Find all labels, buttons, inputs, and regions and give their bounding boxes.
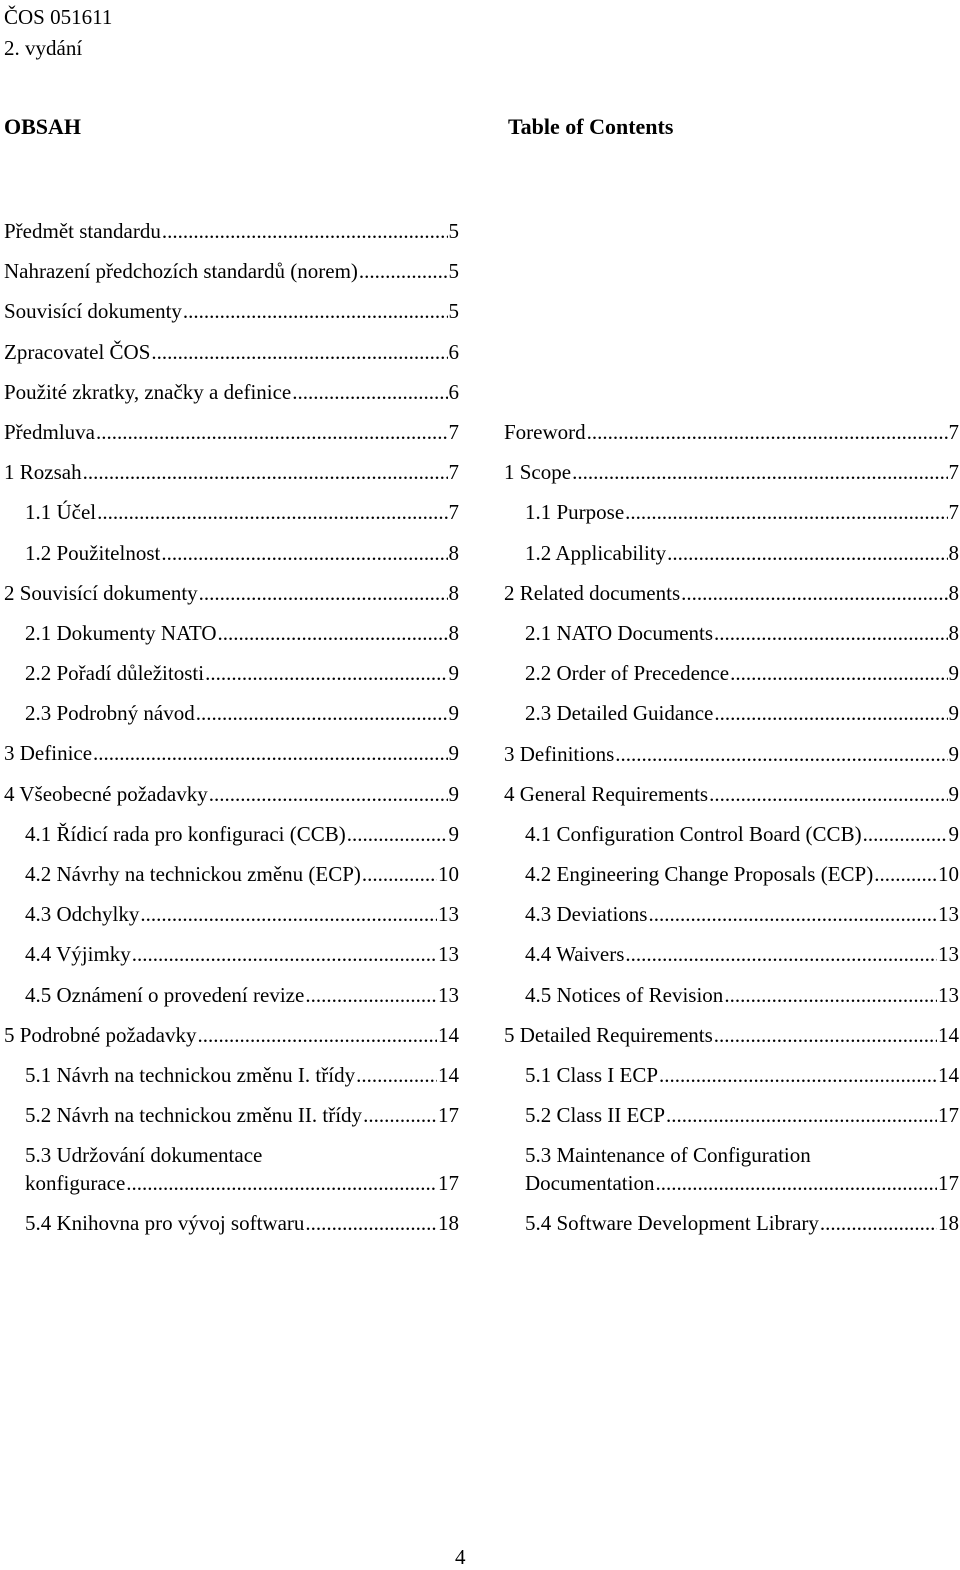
toc-entry-page: 9 <box>448 741 459 766</box>
dot-leader <box>218 619 448 647</box>
dot-leader <box>83 458 448 486</box>
toc-entry-page: 9 <box>948 701 959 726</box>
toc-entry-page: 7 <box>448 500 459 525</box>
dot-leader <box>874 860 937 888</box>
toc-entry-title: 5.2 Návrh na technickou změnu II. třídy <box>25 1103 363 1128</box>
dot-leader <box>356 1061 437 1089</box>
toc-cs-entry[interactable] <box>4 980 459 1020</box>
dot-leader <box>162 217 448 245</box>
dot-leader <box>161 539 447 567</box>
toc-entry-page: 17 <box>938 1103 959 1128</box>
toc-entry-page: 5 <box>448 219 459 243</box>
toc-entry-title: 5.1 Class I ECP <box>525 1063 659 1087</box>
toc-cs-entry[interactable] <box>4 1100 459 1140</box>
toc-entry-title-line1: 5.3 Udržování dokumentace <box>25 1143 263 1168</box>
toc-entry-title-line1: 5.3 Maintenance of Configuration <box>525 1143 811 1168</box>
dot-leader <box>199 579 448 607</box>
toc-entry-title: 1.2 Použitelnost <box>25 540 161 565</box>
toc-entry-title: 1.1 Účel <box>25 500 97 525</box>
toc-en-entry[interactable] <box>504 779 959 819</box>
toc-en-entry[interactable] <box>504 578 959 618</box>
toc-cs-entry[interactable] <box>4 738 459 778</box>
toc-cs-entry[interactable] <box>4 939 459 979</box>
toc-entry-page: 9 <box>948 661 959 686</box>
dot-leader <box>572 458 947 486</box>
dot-leader <box>863 820 948 848</box>
toc-en-entry[interactable] <box>504 739 959 779</box>
toc-cs-entry[interactable] <box>4 256 459 296</box>
dot-leader <box>625 940 937 968</box>
toc-entry-page: 6 <box>448 379 459 404</box>
dot-leader <box>820 1209 937 1237</box>
toc-entry-title: Použité zkratky, značky a definice <box>4 379 292 404</box>
dot-leader <box>724 981 937 1009</box>
toc-entry-title: Předmluva <box>4 419 95 444</box>
toc-entry-page: 8 <box>448 620 459 645</box>
dot-leader <box>140 900 437 928</box>
toc-entry-line2 <box>525 1169 959 1197</box>
toc-entry-title: 5.2 Class II ECP <box>525 1103 666 1128</box>
dot-leader <box>132 940 437 968</box>
toc-entry-title: 2 Souvisící dokumenty <box>4 580 198 605</box>
toc-entry-title: 1 Rozsah <box>4 460 82 485</box>
toc-entry-title: 4.4 Waivers <box>525 942 625 967</box>
toc-entry-page: 13 <box>438 902 459 927</box>
toc-en-entry[interactable] <box>504 1140 959 1208</box>
toc-entry-page: 13 <box>938 902 959 927</box>
toc-en-entry[interactable] <box>504 618 959 658</box>
toc-en-entry[interactable] <box>504 658 959 698</box>
toc-en-entry[interactable] <box>504 538 959 578</box>
toc-entry-page: 13 <box>438 942 459 967</box>
toc-entry-title: 2.3 Detailed Guidance <box>525 701 714 726</box>
toc-entry-page: 10 <box>438 862 459 886</box>
dot-leader <box>714 699 947 727</box>
toc-entry-page: 7 <box>948 460 959 485</box>
toc-entry-page: 17 <box>438 1171 459 1196</box>
toc-entry-page: 9 <box>448 821 459 846</box>
toc-entry-title: Zpracovatel ČOS <box>4 339 151 364</box>
toc-title-cs: OBSAH <box>4 114 82 139</box>
dot-leader <box>655 1169 937 1197</box>
dot-leader <box>347 820 448 848</box>
toc-en-entry[interactable] <box>504 819 959 859</box>
toc-entry-page: 7 <box>448 460 459 485</box>
toc-cs-entry[interactable] <box>4 859 459 899</box>
toc-en-entry[interactable] <box>504 1208 959 1248</box>
toc-entry-title: Souvisící dokumenty <box>4 299 182 324</box>
toc-cs-entry[interactable] <box>4 1140 459 1208</box>
dot-leader <box>714 1021 937 1049</box>
toc-en-entry[interactable] <box>504 1020 959 1060</box>
dot-leader <box>305 981 437 1009</box>
toc-entry-page: 5 <box>448 259 459 284</box>
dot-leader <box>362 860 437 888</box>
toc-entry-page: 14 <box>438 1062 459 1087</box>
toc-entry-page: 18 <box>438 1211 459 1236</box>
dot-leader <box>197 1021 437 1049</box>
toc-entry-page: 9 <box>948 821 959 846</box>
toc-entry-page: 9 <box>948 741 959 766</box>
toc-entry-title: 4.2 Engineering Change Proposals (ECP) <box>525 862 874 887</box>
toc-entry-page: 7 <box>948 420 959 444</box>
toc-entry-page: 18 <box>938 1211 959 1236</box>
toc-cs-entry[interactable] <box>4 819 459 859</box>
dot-leader <box>209 780 448 808</box>
toc-en-entry[interactable] <box>504 1100 959 1140</box>
toc-cs-entry[interactable] <box>4 1060 459 1100</box>
toc-spacer <box>504 216 959 417</box>
toc-entry-page: 5 <box>448 299 459 324</box>
dot-leader <box>93 739 447 767</box>
dot-leader <box>292 378 447 406</box>
toc-cs-entry[interactable] <box>4 497 459 537</box>
dot-leader <box>730 659 947 687</box>
toc-entry-page: 7 <box>448 419 459 444</box>
toc-en-entry[interactable] <box>504 497 959 537</box>
toc-list-cs <box>4 216 459 1249</box>
toc-entry-title: 4.4 Výjimky <box>25 942 131 967</box>
toc-en-entry[interactable] <box>504 1060 959 1100</box>
toc-cs-entry[interactable] <box>4 658 459 698</box>
toc-entry-page: 14 <box>438 1022 459 1047</box>
toc-cs-entry[interactable] <box>4 377 459 417</box>
dot-leader <box>305 1209 437 1237</box>
dot-leader <box>681 579 947 607</box>
toc-en-entry[interactable] <box>504 980 959 1020</box>
dot-leader <box>97 498 447 526</box>
toc-entry-line2 <box>25 1169 459 1197</box>
toc-entry-title: 1.2 Applicability <box>525 540 667 565</box>
toc-entry-page: 10 <box>938 862 959 887</box>
dot-leader <box>359 257 448 285</box>
toc-entry-title: 5.4 Knihovna pro vývoj softwaru <box>25 1211 305 1236</box>
dot-leader <box>363 1101 437 1129</box>
dot-leader <box>666 1101 937 1129</box>
toc-entry-title: 4.2 Návrhy na technickou změnu (ECP) <box>25 862 361 886</box>
document-edition: 2. vydání <box>4 36 83 60</box>
toc-entry-title: 4.1 Řídicí rada pro konfiguraci (CCB) <box>25 821 346 846</box>
toc-entry-title: 5.4 Software Development Library <box>525 1211 819 1236</box>
dot-leader <box>96 418 448 446</box>
toc-cs-entry[interactable] <box>4 779 459 819</box>
toc-entry-title: 2.1 Dokumenty NATO <box>25 620 217 645</box>
toc-cs-entry[interactable] <box>4 618 459 658</box>
toc-entry-page: 9 <box>448 661 459 686</box>
toc-entry-title: 2.3 Podrobný návod <box>25 701 195 726</box>
toc-en-entry[interactable] <box>504 417 959 457</box>
toc-entry-page: 8 <box>448 580 459 605</box>
toc-entry-title: 4.1 Configuration Control Board (CCB) <box>525 821 862 846</box>
toc-entry-title: 2 Related documents <box>504 580 681 605</box>
toc-list-en <box>504 216 959 1249</box>
toc-title-en: Table of Contents <box>508 114 674 139</box>
toc-entry-title: 5 Podrobné požadavky <box>4 1022 197 1047</box>
toc-entry-title: 3 Definitions <box>504 741 615 766</box>
toc-entry-page: 8 <box>948 580 959 605</box>
toc-entry-title: 4.3 Odchylky <box>25 902 140 927</box>
dot-leader <box>205 659 447 687</box>
dot-leader <box>625 498 947 526</box>
toc-entry-page: 6 <box>448 339 459 364</box>
toc-cs-entry[interactable] <box>4 1020 459 1060</box>
dot-leader <box>659 1061 937 1089</box>
toc-entry-title: 4 General Requirements <box>504 781 709 806</box>
toc-cs-entry[interactable] <box>4 698 459 738</box>
document-code: ČOS 051611 <box>4 5 113 29</box>
dot-leader <box>587 418 948 446</box>
toc-en-entry[interactable] <box>504 457 959 497</box>
dot-leader <box>667 539 947 567</box>
toc-en-entry[interactable] <box>504 899 959 939</box>
toc-entry-title: 1 Scope <box>504 460 572 485</box>
dot-leader <box>183 297 448 325</box>
toc-entry-title: 5.1 Návrh na technickou změnu I. třídy <box>25 1062 356 1087</box>
toc-cs-entry[interactable] <box>4 1208 459 1248</box>
toc-entry-title: konfigurace <box>25 1171 126 1196</box>
dot-leader <box>196 699 448 727</box>
toc-cs-entry[interactable] <box>4 296 459 336</box>
toc-entry-title: 4.3 Deviations <box>525 902 648 927</box>
toc-entry-title: 2.2 Pořadí důležitosti <box>25 661 205 686</box>
toc-cs-entry[interactable] <box>4 899 459 939</box>
toc-cs-entry[interactable] <box>4 216 459 256</box>
toc-entry-page: 14 <box>938 1063 959 1087</box>
document-header <box>4 2 112 64</box>
toc-entry-title: 3 Definice <box>4 741 93 766</box>
toc-entry-page: 7 <box>948 500 959 525</box>
toc-entry-title: Foreword <box>504 420 586 444</box>
toc-cs-entry[interactable] <box>4 457 459 497</box>
dot-leader <box>126 1169 437 1197</box>
toc-entry-title: Nahrazení předchozích standardů (norem) <box>4 259 358 284</box>
toc-entry-title: 1.1 Purpose <box>525 500 625 525</box>
toc-entry-title: Documentation <box>525 1171 655 1196</box>
toc-en-entry[interactable] <box>504 859 959 899</box>
toc-entry-title: 4 Všeobecné požadavky <box>4 781 208 806</box>
toc-entry-title: 5 Detailed Requirements <box>504 1022 713 1047</box>
toc-entry-title: 2.1 NATO Documents <box>525 620 714 645</box>
toc-cs-entry[interactable] <box>4 578 459 618</box>
toc-entry-page: 9 <box>448 781 459 806</box>
toc-entry-page: 13 <box>438 982 459 1007</box>
toc-entry-title: 4.5 Notices of Revision <box>525 982 724 1007</box>
toc-entry-page: 13 <box>938 942 959 967</box>
toc-entry-page: 17 <box>938 1171 959 1196</box>
toc-entry-page: 13 <box>938 982 959 1007</box>
dot-leader <box>714 619 947 647</box>
toc-entry-page: 9 <box>948 781 959 806</box>
toc-en-entry[interactable] <box>504 698 959 738</box>
dot-leader <box>709 780 947 808</box>
toc-entry-title: 2.2 Order of Precedence <box>525 661 730 686</box>
dot-leader <box>648 900 937 928</box>
toc-entry-title: Předmět standardu <box>4 219 161 243</box>
toc-cs-entry[interactable] <box>4 538 459 578</box>
toc-entry-page: 8 <box>948 620 959 645</box>
toc-entry-page: 8 <box>448 540 459 565</box>
toc-entry-page: 17 <box>438 1103 459 1128</box>
dot-leader <box>151 338 447 366</box>
toc-entry-page: 9 <box>448 701 459 726</box>
toc-entry-page: 8 <box>948 540 959 565</box>
toc-en-entry[interactable] <box>504 939 959 979</box>
toc-entry-page: 14 <box>938 1022 959 1047</box>
toc-cs-entry[interactable] <box>4 417 459 457</box>
toc-entry-title: 4.5 Oznámení o provedení revize <box>25 982 305 1007</box>
page-number: 4 <box>455 1545 466 1569</box>
dot-leader <box>615 740 947 768</box>
toc-cs-entry[interactable] <box>4 337 459 377</box>
